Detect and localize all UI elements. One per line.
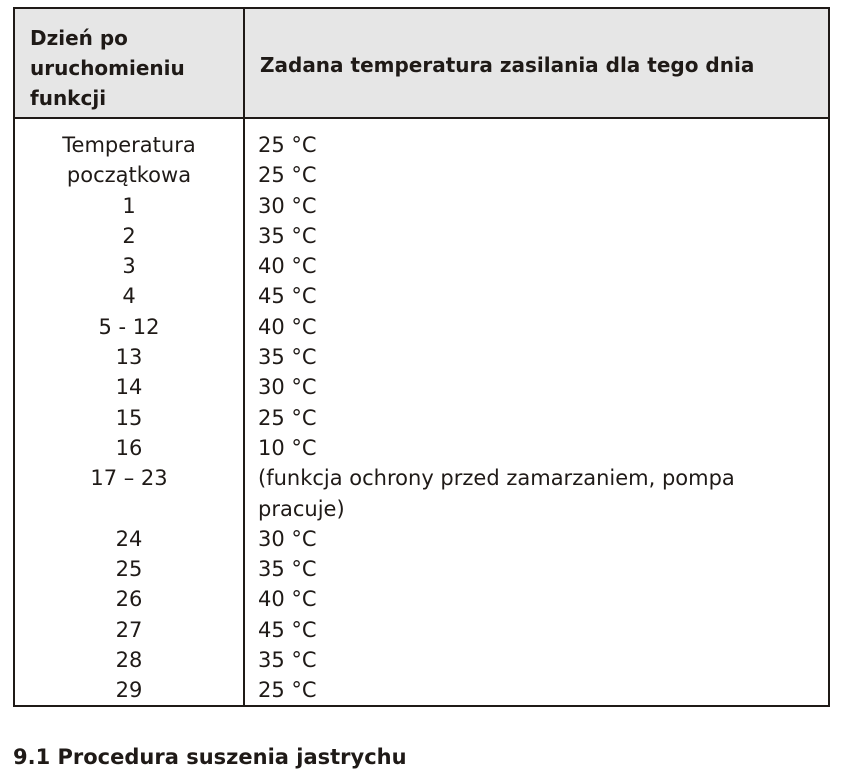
table-row: [15, 433, 828, 463]
day-cell: 17 – 23: [90, 466, 168, 491]
table-row: [15, 160, 828, 190]
temperature-cell: 30 °C: [258, 526, 317, 551]
temperature-cell: 25 °C: [258, 163, 317, 188]
table-row: [15, 251, 828, 281]
day-cell: 13: [115, 345, 143, 370]
table-row: [15, 281, 828, 311]
temperature-cell: 35 °C: [258, 557, 317, 582]
day-cell: 29: [115, 678, 143, 703]
day-cell: 5 - 12: [98, 314, 160, 339]
day-cell: 25: [115, 557, 143, 582]
day-cell: Temperatura: [62, 133, 196, 157]
table-header-row: [15, 9, 828, 119]
temperature-cell: pracuje): [258, 496, 345, 521]
day-cell: 16: [115, 435, 143, 460]
day-cell: 26: [115, 587, 143, 612]
temperature-cell: (funkcja ochrony przed zamarzaniem, pompa: [258, 466, 735, 491]
temperature-cell: 25 °C: [258, 133, 317, 157]
day-cell: [15, 494, 243, 524]
table-row: [15, 554, 828, 584]
table-row: [15, 494, 828, 524]
table-row: [15, 675, 828, 705]
temperature-cell: 45 °C: [258, 617, 317, 642]
temperature-cell: 40 °C: [258, 314, 317, 339]
temperature-cell: 25 °C: [258, 678, 317, 703]
temperature-cell: 45 °C: [258, 284, 317, 309]
day-cell: 15: [115, 405, 143, 430]
temperature-cell: 10 °C: [258, 435, 317, 460]
temperature-cell: 40 °C: [258, 587, 317, 612]
temperature-cell: 30 °C: [258, 193, 317, 218]
day-cell: 3: [122, 254, 136, 279]
day-cell: 4: [122, 284, 136, 309]
table-row: [15, 372, 828, 402]
day-cell: 28: [115, 648, 143, 673]
day-cell: początkowa: [66, 163, 192, 188]
header-temperature-label: Zadana temperatura zasilania dla tego dnia: [260, 53, 755, 77]
table-row: [15, 615, 828, 645]
temperature-cell: 25 °C: [258, 405, 317, 430]
section-heading: 9.1 Procedura suszenia jastrychu: [13, 745, 407, 769]
temperature-cell: 30 °C: [258, 375, 317, 400]
table-row: [15, 403, 828, 433]
table-row: [15, 191, 828, 221]
temperature-cell: 35 °C: [258, 648, 317, 673]
table-row: [15, 342, 828, 372]
table-row: [15, 221, 828, 251]
table-row: [15, 463, 828, 493]
header-day-label: Dzień po uruchomieniu funkcji: [30, 26, 185, 110]
temperature-cell: 35 °C: [258, 345, 317, 370]
day-cell: 14: [115, 375, 143, 400]
temperature-cell: 35 °C: [258, 223, 317, 248]
table-row: [15, 524, 828, 554]
table-row: [15, 645, 828, 675]
table-body: [15, 130, 828, 706]
table-row: [15, 130, 828, 160]
day-cell: 24: [115, 526, 143, 551]
table-row: [15, 584, 828, 614]
table-row: [15, 312, 828, 342]
day-cell: 27: [115, 617, 143, 642]
temperature-cell: 40 °C: [258, 254, 317, 279]
temperature-schedule-table: [13, 7, 830, 707]
day-cell: 2: [122, 223, 136, 248]
day-cell: 1: [122, 193, 136, 218]
